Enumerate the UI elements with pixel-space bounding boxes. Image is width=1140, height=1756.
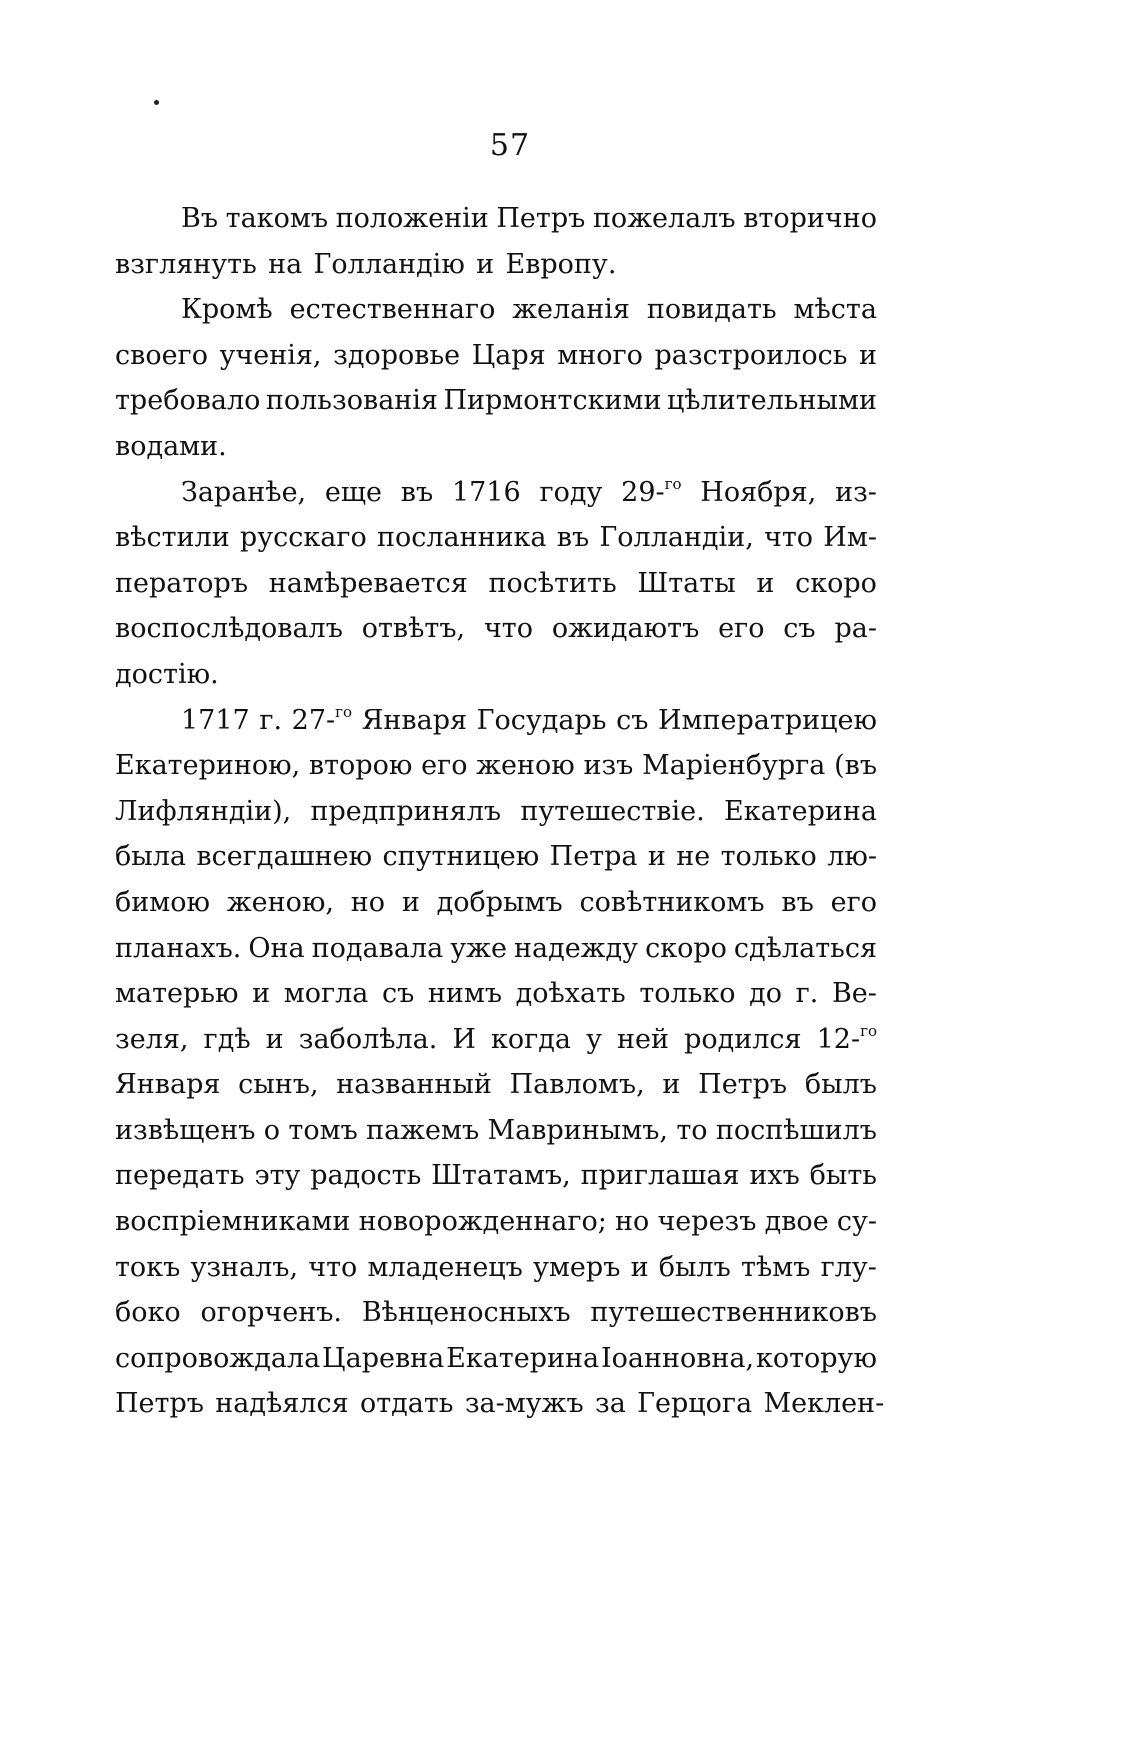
- word: Петръ: [115, 1388, 204, 1420]
- word: скоро: [645, 932, 727, 964]
- word: повидать: [646, 294, 777, 326]
- word: то: [676, 1114, 708, 1146]
- word: сынъ,: [238, 1069, 319, 1101]
- word: только: [720, 841, 817, 873]
- word: 1717: [181, 704, 250, 736]
- word: из-: [835, 476, 877, 508]
- body-text: [115, 196, 885, 1427]
- word: была: [115, 841, 186, 873]
- text-line: [115, 1062, 877, 1108]
- word: Лифляндіи),: [115, 795, 292, 827]
- text-line: [115, 606, 877, 652]
- word: его: [421, 750, 468, 782]
- word: названный: [336, 1069, 492, 1101]
- word: положеніи: [335, 203, 489, 234]
- word: естественнаго: [289, 294, 496, 326]
- word: путешественниковъ: [590, 1297, 877, 1329]
- word: желанія: [512, 294, 630, 326]
- word: много: [557, 339, 643, 371]
- word: что: [308, 1251, 358, 1283]
- word: Въ: [181, 203, 219, 234]
- word: надежду: [513, 932, 639, 964]
- paragraph: [115, 698, 885, 1428]
- word: И: [452, 1023, 476, 1055]
- word: извѣщенъ: [115, 1114, 256, 1146]
- word: Она: [248, 932, 305, 964]
- word: съ: [616, 704, 649, 736]
- word: у: [586, 1023, 602, 1055]
- word: огорченъ.: [200, 1297, 342, 1329]
- word: ней: [617, 1023, 670, 1055]
- word: г.: [795, 978, 819, 1010]
- word: намѣревается: [268, 567, 468, 599]
- text-line: [115, 470, 877, 516]
- word: съ: [381, 978, 415, 1010]
- word: Января: [361, 704, 468, 736]
- word: только: [639, 978, 736, 1010]
- word: русскаго: [239, 522, 367, 554]
- word: вторично: [743, 203, 877, 234]
- word: Екатериною,: [115, 750, 301, 782]
- word: Кромѣ: [181, 294, 273, 326]
- text-line: [115, 1245, 877, 1291]
- word: совѣтникомъ: [579, 886, 765, 918]
- word: Меклен-: [763, 1388, 885, 1420]
- text-line: [115, 333, 877, 379]
- word: Вѣнценосныхъ: [361, 1297, 571, 1329]
- word: ученія,: [219, 339, 322, 371]
- word: томъ: [288, 1114, 358, 1146]
- paragraph: [115, 470, 877, 698]
- word: Января: [115, 1069, 221, 1101]
- word: и: [630, 1251, 649, 1283]
- word: но: [615, 1206, 650, 1238]
- word: быть: [809, 1160, 877, 1192]
- word: въ: [556, 522, 590, 554]
- word: Государь: [476, 704, 607, 736]
- text-line: [115, 880, 877, 926]
- word: но: [350, 886, 386, 918]
- word: Голландію: [313, 248, 465, 280]
- word: Петръ: [698, 1069, 788, 1101]
- word: двое: [764, 1206, 829, 1238]
- word: младенецъ: [367, 1251, 523, 1283]
- word: разстроилось: [654, 339, 848, 371]
- word: поспѣшилъ: [715, 1114, 877, 1146]
- word: еще: [324, 476, 382, 508]
- word: здоровье: [333, 339, 461, 371]
- word: Герцога: [637, 1388, 753, 1420]
- word: взглянуть: [115, 248, 257, 280]
- word: второю: [308, 750, 413, 782]
- text-line: [115, 1381, 885, 1427]
- word: Петръ: [496, 203, 586, 234]
- word: спутницею: [382, 841, 540, 873]
- word: Штатамъ,: [431, 1160, 571, 1192]
- word: тѣмъ: [741, 1251, 811, 1283]
- word: 1716: [451, 476, 521, 508]
- text-line: [115, 1199, 877, 1245]
- text-line: [115, 834, 877, 880]
- word: за-мужъ: [464, 1388, 584, 1420]
- word: Штаты: [637, 567, 736, 599]
- word: подавала: [311, 932, 444, 964]
- text-line: [115, 424, 877, 470]
- text-line: [115, 1017, 877, 1063]
- word: предпринялъ: [310, 795, 502, 827]
- word: Мавринымъ,: [487, 1114, 668, 1146]
- text-line: [115, 515, 877, 561]
- text-line: [115, 698, 877, 744]
- word: Им-: [823, 522, 877, 554]
- word: когда: [491, 1023, 572, 1055]
- word: Царя: [471, 339, 546, 371]
- word: Европу.: [505, 248, 617, 280]
- word: токъ: [115, 1251, 181, 1283]
- word: и: [756, 567, 775, 599]
- word: Екатерина: [446, 1342, 600, 1374]
- word: доѣхать: [515, 978, 626, 1010]
- word: пользованія: [265, 385, 438, 417]
- word: передать: [115, 1160, 245, 1192]
- word: вѣстили: [115, 522, 230, 554]
- text-line: [115, 196, 877, 242]
- word: посланника: [376, 522, 547, 554]
- word: путешествіе.: [520, 795, 705, 827]
- word: и: [662, 1069, 681, 1101]
- paragraph: [115, 196, 877, 287]
- word: зеля,: [115, 1023, 189, 1055]
- word: ихъ: [749, 1160, 800, 1192]
- paragraph: [115, 287, 877, 469]
- word: Заранѣе,: [181, 476, 307, 508]
- word: заболѣла.: [298, 1023, 438, 1055]
- word: въ: [400, 476, 434, 508]
- text-line: [115, 1153, 877, 1199]
- word: надѣялся: [215, 1388, 349, 1420]
- word: и: [859, 339, 877, 371]
- word: всегдашнею: [196, 841, 373, 873]
- word: достію.: [115, 658, 219, 690]
- word: Пирмонтскими: [443, 385, 662, 417]
- word: за: [595, 1388, 626, 1420]
- word: своего: [115, 339, 208, 371]
- word: Іоанновна,: [600, 1342, 755, 1374]
- word: требовало: [115, 385, 261, 417]
- word: на: [268, 248, 303, 280]
- page-number: 57: [489, 128, 531, 163]
- word: въ: [781, 886, 814, 918]
- word: могла: [283, 978, 369, 1010]
- word: не: [676, 841, 711, 873]
- word: добрымъ: [436, 886, 563, 918]
- word: пожелалъ: [592, 203, 736, 234]
- word: бимою: [115, 886, 211, 918]
- word: Царевна: [322, 1342, 445, 1374]
- word: Ноября,: [700, 476, 817, 508]
- text-line: [115, 743, 877, 789]
- text-line: [115, 242, 877, 288]
- word: умеръ: [533, 1251, 621, 1283]
- word: женою,: [226, 886, 334, 918]
- text-line: [115, 971, 877, 1017]
- word: и: [252, 978, 271, 1010]
- text-line: [115, 1290, 877, 1336]
- word: посѣтить: [488, 567, 617, 599]
- text-line: [115, 1336, 877, 1382]
- word: Екатерина: [723, 795, 877, 827]
- word: 27-$^{го}$: [291, 702, 353, 736]
- word: и: [476, 248, 495, 280]
- word: Императрицею: [657, 704, 877, 736]
- text-line: [115, 378, 877, 424]
- word: 29-$^{го}$: [621, 474, 682, 508]
- word: воспослѣдовалъ: [115, 613, 343, 645]
- word: мѣста: [793, 294, 877, 326]
- word: узналъ,: [190, 1251, 299, 1283]
- word: черезъ: [657, 1206, 757, 1238]
- word: Павломъ,: [509, 1069, 645, 1101]
- word: ра-: [834, 613, 877, 645]
- word: Маріенбурга: [642, 750, 826, 782]
- word: 12-$^{го}$: [816, 1021, 877, 1055]
- word: гдѣ: [203, 1023, 251, 1055]
- word: былъ: [658, 1251, 731, 1283]
- word: пажемъ: [366, 1114, 480, 1146]
- word: планахъ.: [115, 932, 242, 964]
- word: г.: [259, 704, 283, 736]
- word: что: [483, 613, 533, 645]
- word: воспріемниками: [115, 1206, 351, 1238]
- word: цѣлительными: [666, 385, 877, 417]
- word: которую: [755, 1342, 877, 1374]
- word: до: [749, 978, 783, 1010]
- word: лю-: [827, 841, 877, 873]
- word: былъ: [804, 1069, 877, 1101]
- word: Петра: [549, 841, 638, 873]
- word: и: [265, 1023, 284, 1055]
- text-line: [115, 652, 877, 698]
- word: глу-: [820, 1251, 877, 1283]
- word: что: [764, 522, 814, 554]
- text-line: [115, 926, 877, 972]
- print-speck: [154, 100, 159, 105]
- word: Ве-: [831, 978, 877, 1010]
- word: водами.: [115, 430, 227, 462]
- word: женою: [476, 750, 575, 782]
- word: эту: [254, 1160, 301, 1192]
- text-line: [115, 561, 877, 607]
- word: сопровождала: [115, 1342, 321, 1374]
- word: съ: [783, 613, 816, 645]
- word: и: [401, 886, 420, 918]
- word: приглашая: [580, 1160, 740, 1192]
- word: о: [263, 1114, 281, 1146]
- word: его: [830, 886, 877, 918]
- word: матерью: [115, 978, 239, 1010]
- word: его: [718, 613, 765, 645]
- text-line: [115, 1108, 877, 1154]
- word: отвѣтъ,: [361, 613, 466, 645]
- word: боко: [115, 1297, 181, 1329]
- word: радость: [310, 1160, 422, 1192]
- word: ожидаютъ: [551, 613, 700, 645]
- word: отдать: [359, 1388, 454, 1420]
- word: сдѣлаться: [733, 932, 877, 964]
- word: (въ: [834, 750, 877, 782]
- word: уже: [450, 932, 507, 964]
- word: году: [539, 476, 603, 508]
- word: нимъ: [427, 978, 503, 1010]
- word: и: [647, 841, 666, 873]
- word: ператоръ: [115, 567, 249, 599]
- text-line: [115, 287, 877, 333]
- word: скоро: [795, 567, 877, 599]
- word: изъ: [583, 750, 634, 782]
- word: новорожденнаго;: [358, 1206, 607, 1238]
- word: родился: [684, 1023, 802, 1055]
- text-line: [115, 789, 877, 835]
- word: Голландіи,: [599, 522, 754, 554]
- word: такомъ: [225, 203, 329, 234]
- word: су-: [836, 1206, 877, 1238]
